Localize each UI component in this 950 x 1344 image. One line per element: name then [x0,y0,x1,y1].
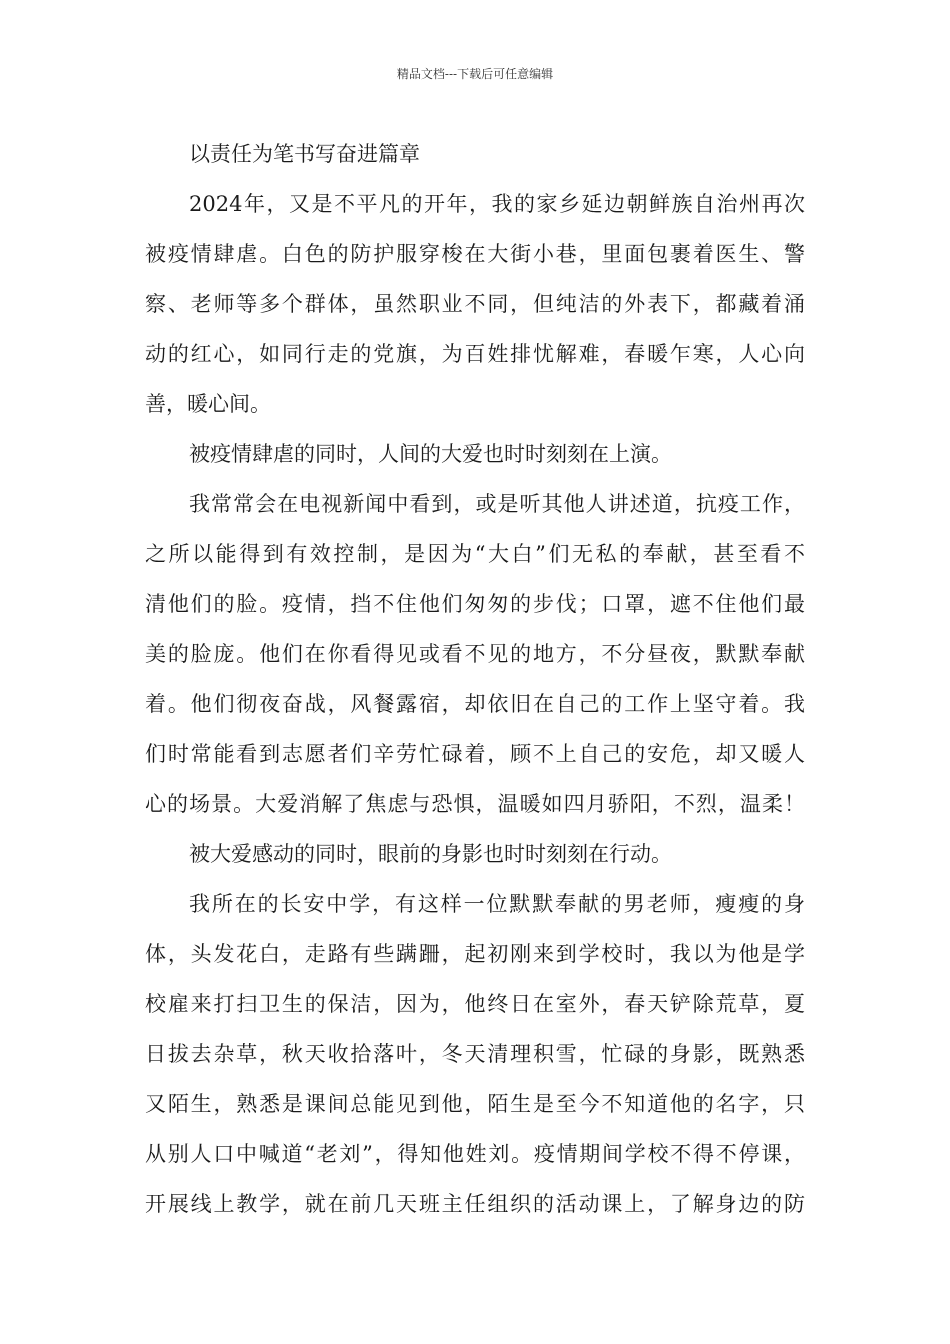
text-line: 体，头发花白，走路有些蹒跚，起初刚来到学校时，我以为他是学 [145,942,805,966]
text-line: 着。他们彻夜奋战，风餐露宿，却依旧在自己的工作上坚守着。我 [145,692,805,716]
text-line: 开展线上教学，就在前几天班主任组织的活动课上，了解身边的防 [145,1192,805,1216]
text-line: 日拔去杂草，秋天收拾落叶，冬天清理积雪，忙碌的身影，既熟悉 [145,1042,805,1066]
text-line: 2024年，又是不平凡的开年，我的家乡延边朝鲜族自治州再次 [189,192,805,216]
paragraph-lines [145,179,805,1229]
text-line: 被疫情肆虐。白色的防护服穿梭在大街小巷，里面包裹着医生、警 [145,242,805,266]
text-line: 之所以能得到有效控制，是因为“大白”们无私的奉献，甚至看不 [145,542,805,566]
text-line: 被疫情肆虐的同时，人间的大爱也时时刻刻在上演。 [189,442,672,466]
page-header: 精品文档---下载后可任意编辑 [396,67,554,81]
text-line: 动的红心，如同行走的党旗，为百姓排忧解难，春暖乍寒，人心向 [145,342,805,366]
text-line: 我所在的长安中学，有这样一位默默奉献的男老师，瘦瘦的身 [189,892,805,916]
text-line: 善，暖心间。 [145,392,271,416]
text-line: 我常常会在电视新闻中看到，或是听其他人讲述道，抗疫工作， [189,492,805,516]
text-line: 察、老师等多个群体，虽然职业不同，但纯洁的外表下，都藏着涌 [145,292,805,316]
text-line: 又陌生，熟悉是课间总能见到他，陌生是至今不知道他的名字，只 [145,1092,805,1116]
text-line: 心的场景。大爱消解了焦虑与恐惧，温暖如四月骄阳，不烈，温柔！ [145,792,805,816]
document-title: 以责任为笔书写奋进篇章 [189,142,420,166]
text-line: 被大爱感动的同时，眼前的身影也时时刻刻在行动。 [189,842,672,866]
text-line: 清他们的脸。疫情，挡不住他们匆匆的步伐；口罩，遮不住他们最 [145,592,805,616]
text-line: 们时常能看到志愿者们辛劳忙碌着，顾不上自己的安危，却又暖人 [145,742,805,766]
text-line: 美的脸庞。他们在你看得见或看不见的地方，不分昼夜，默默奉献 [145,642,805,666]
text-line: 校雇来打扫卫生的保洁，因为，他终日在室外，春天铲除荒草，夏 [145,992,805,1016]
text-line: 从别人口中喊道“老刘”，得知他姓刘。疫情期间学校不得不停课， [145,1142,805,1166]
document-body [145,129,805,1229]
